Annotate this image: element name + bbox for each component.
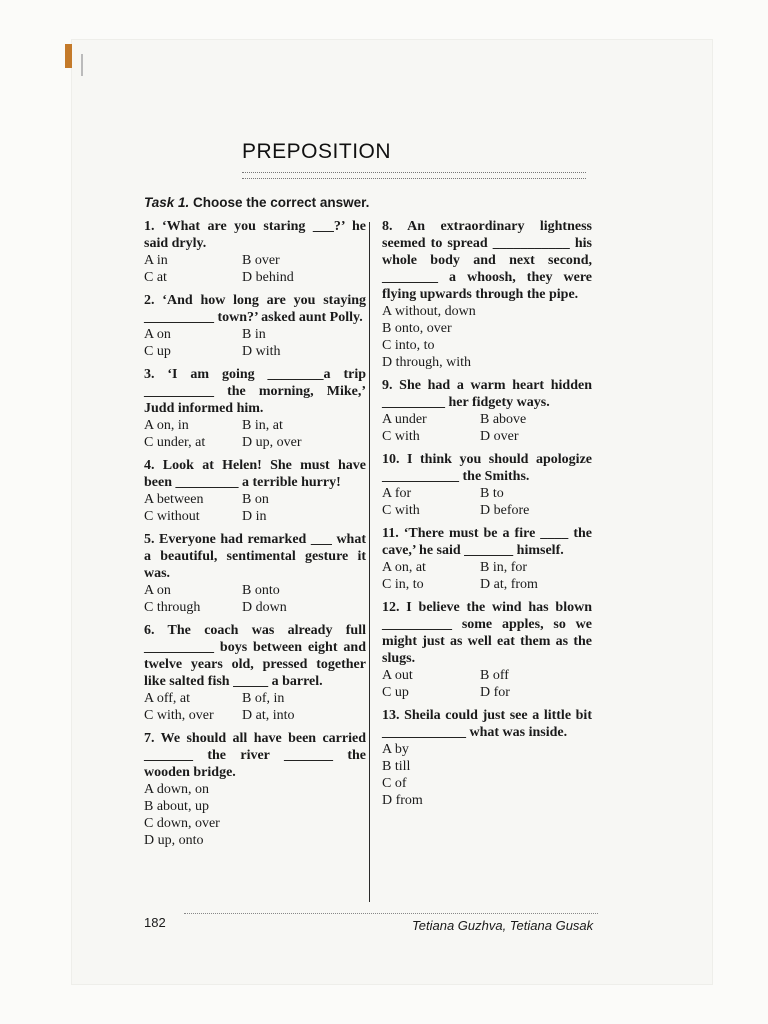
answer-option: D down: [242, 600, 287, 615]
question-stem: 7. We should all have been carried _______ the river _______ the wooden bridge.: [144, 731, 366, 780]
answer-option: D in: [242, 509, 267, 524]
answer-options: [144, 326, 366, 360]
answer-option: B of, in: [242, 691, 285, 706]
page-number: 182: [144, 915, 166, 930]
answer-options: [144, 417, 366, 451]
answer-option: A off, at: [144, 691, 191, 706]
answer-option: B to: [480, 486, 504, 501]
title-underline: [242, 172, 586, 179]
answer-option: B off: [480, 668, 509, 683]
answer-option: A for: [382, 486, 412, 501]
task-instruction: Choose the correct answer.: [193, 195, 370, 210]
question-block: [144, 218, 366, 286]
page-edge-line: [81, 54, 83, 76]
question-stem: 8. An extraordinary lightness seemed to spread ___________ his whole body and next second, ________ a whoosh, they were flying upwards through the pipe.: [382, 219, 592, 302]
task-heading: [144, 195, 369, 210]
answer-options: [382, 741, 592, 809]
answer-option: B in, for: [480, 560, 528, 575]
answer-option: C through: [144, 600, 201, 615]
question-stem: 12. I believe the wind has blown __________ some apples, so we might just as well eat them as the slugs.: [382, 600, 592, 666]
question-stem: 2. ‘And how long are you staying __________ town?’ asked aunt Polly.: [144, 293, 366, 325]
left-column: [144, 218, 366, 855]
answer-option: D with: [242, 344, 281, 359]
question-stem: 3. ‘I am going ________a trip __________ the morning, Mike,’ Judd informed him.: [144, 367, 366, 416]
answer-option: D at, from: [480, 577, 538, 592]
answer-options: [144, 781, 366, 849]
answer-option: A down, on: [144, 782, 209, 797]
answer-option: C with: [382, 429, 420, 444]
answer-options: [382, 411, 592, 445]
answer-option: A on: [144, 327, 171, 342]
question-block: [382, 525, 592, 593]
answer-options: [382, 559, 592, 593]
answer-option: D at, into: [242, 708, 295, 723]
question-block: [144, 457, 366, 525]
answer-option: B onto: [242, 583, 280, 598]
answer-option: D behind: [242, 270, 294, 285]
answer-option: B on: [242, 492, 269, 507]
answer-options: [382, 303, 592, 371]
answer-option: C down, over: [144, 816, 220, 831]
question-block: [382, 599, 592, 701]
question-stem: 9. She had a warm heart hidden _________ her fidgety ways.: [382, 378, 592, 410]
page-title: PREPOSITION: [242, 140, 392, 163]
answer-option: A under: [382, 412, 427, 427]
answer-option: B over: [242, 253, 280, 268]
question-block: [382, 377, 592, 445]
answer-option: A without, down: [382, 304, 476, 319]
answer-option: B in: [242, 327, 266, 342]
answer-option: B onto, over: [382, 321, 452, 336]
answer-option: C with: [382, 503, 420, 518]
answer-option: B about, up: [144, 799, 209, 814]
answer-option: B above: [480, 412, 527, 427]
page-edge-tab: [65, 44, 72, 68]
answer-option: D from: [382, 793, 423, 808]
footer-rule: [184, 913, 598, 914]
answer-options: [382, 485, 592, 519]
question-stem: 11. ‘There must be a fire ____ the cave,’ he said _______ himself.: [382, 526, 592, 558]
question-stem: 4. Look at Helen! She must have been _________ a terrible hurry!: [144, 458, 366, 490]
question-block: [144, 622, 366, 724]
question-block: [382, 451, 592, 519]
answer-option: B till: [382, 759, 411, 774]
answer-option: A between: [144, 492, 204, 507]
question-stem: 6. The coach was already full __________ boys between eight and twelve years old, pressed together like salted fish _____ a barrel.: [144, 623, 366, 689]
answer-option: C up: [382, 685, 409, 700]
answer-options: [144, 582, 366, 616]
answer-option: C of: [382, 776, 407, 791]
answer-options: [382, 667, 592, 701]
question-block: [144, 730, 366, 849]
answer-option: C into, to: [382, 338, 435, 353]
question-stem: 1. ‘What are you staring ___?’ he said dryly.: [144, 219, 366, 251]
question-block: [144, 366, 366, 451]
answer-option: B in, at: [242, 418, 283, 433]
answer-options: [144, 690, 366, 724]
question-block: [382, 707, 592, 809]
answer-option: C in, to: [382, 577, 424, 592]
answer-option: C without: [144, 509, 200, 524]
question-block: [144, 292, 366, 360]
answer-option: A on, at: [382, 560, 426, 575]
answer-options: [144, 491, 366, 525]
question-stem: 5. Everyone had remarked ___ what a beautiful, sentimental gesture it was.: [144, 532, 366, 581]
question-stem: 10. I think you should apologize ___________ the Smiths.: [382, 452, 592, 484]
answer-option: D up, onto: [144, 833, 204, 848]
answer-option: A in: [144, 253, 168, 268]
answer-option: C at: [144, 270, 167, 285]
question-stem: 13. Sheila could just see a little bit ____________ what was inside.: [382, 708, 592, 740]
answer-option: D over: [480, 429, 519, 444]
answer-option: A out: [382, 668, 413, 683]
question-block: [144, 531, 366, 616]
answer-option: A on, in: [144, 418, 189, 433]
answer-option: A by: [382, 742, 409, 757]
answer-option: D for: [480, 685, 510, 700]
answer-option: D before: [480, 503, 530, 518]
question-block: [382, 218, 592, 371]
answer-option: C up: [144, 344, 171, 359]
answer-option: A on: [144, 583, 171, 598]
right-column: [382, 218, 592, 815]
answer-option: D up, over: [242, 435, 302, 450]
answer-option: C with, over: [144, 708, 214, 723]
task-label: Task 1.: [144, 195, 190, 210]
column-divider: [369, 222, 370, 902]
authors: Tetiana Guzhva, Tetiana Gusak: [412, 918, 594, 933]
answer-options: [144, 252, 366, 286]
answer-option: D through, with: [382, 355, 472, 370]
answer-option: C under, at: [144, 435, 206, 450]
